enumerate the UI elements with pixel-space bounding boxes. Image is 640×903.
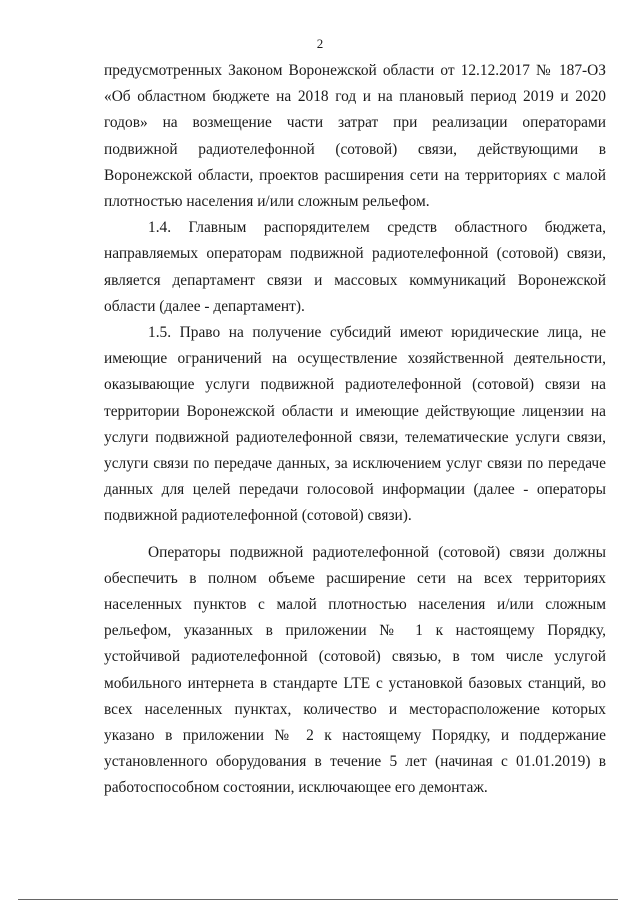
paragraph-continuation: предусмотренных Законом Воронежской области от 12.12.2017 № 187-ОЗ «Об областном бюджете на 2018 год и на плановый период 2019 и 2020 годов» на возмещение части затрат при реализации операторами подвижной радиотелефонной (сотовой) связи, действующими в Воронежской области, проектов расширения сети на территориях с малой плотностью населения и/или сложным рельефом. [104,62,606,211]
document-body [104,58,606,802]
paragraph-1-5: 1.5. Право на получение субсидий имеют юридические лица, не имеющие ограничений на осуществление хозяйственной деятельности, оказывающие услуги подвижной радиотелефонной (сотовой) связи на территории Воронежской области и имеющие действующие лицензии на услуги подвижной радиотелефонной связи, телематические услуги связи, услуги связи по передаче данных, за исключением услуг связи по передаче данных для целей передачи голосовой информации (далее - операторы подвижной радиотелефонной (сотовой) связи). [104,324,606,525]
page-bottom-edge [18,899,618,900]
paragraph-operators-obligations: Операторы подвижной радиотелефонной (сотовой) связи должны обеспечить в полном объеме расширение сети на всех территориях населенных пунктов с малой плотностью населения и/или сложным рельефом, указанных в приложении № 1 к настоящему Порядку, устойчивой радиотелефонной (сотовой) связью, в том числе услугой мобильного интернета в стандарте LTE с установкой базовых станций, во всех населенных пунктах, количество и месторасположение которых указано в приложении № 2 к настоящему Порядку, и поддержание установленного оборудования в течение 5 лет (начиная с 01.01.2019) в работоспособном состоянии, исключающее его демонтаж. [104,543,606,797]
paragraph-1-4: 1.4. Главным распорядителем средств областного бюджета, направляемых операторам подвижной радиотелефонной (сотовой) связи, является департамент связи и массовых коммуникаций Воронежской области (далее - департамент). [104,219,606,315]
page-number: 2 [316,36,324,51]
